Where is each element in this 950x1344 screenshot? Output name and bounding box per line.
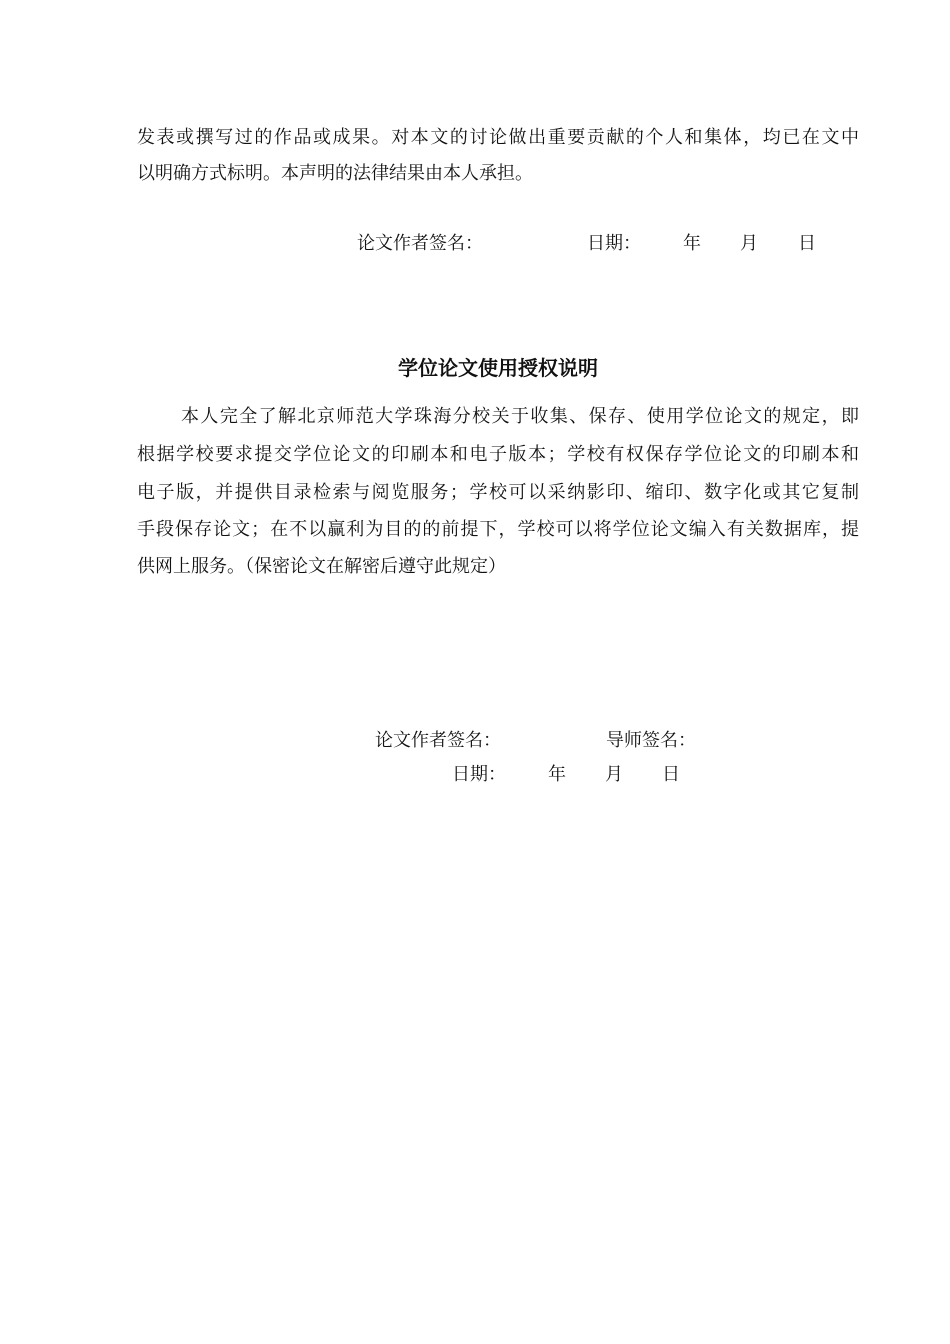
- authorization-line: 电子版，并提供目录检索与阅览服务；学校可以采纳影印、缩印、数字化或其它复制: [137, 482, 859, 503]
- date-label: 日期：: [452, 764, 506, 785]
- year-label: 年: [683, 233, 701, 254]
- date-label: 日期：: [587, 233, 641, 254]
- authorization-line: 手段保存论文；在不以赢利为目的的前提下，学校可以将学位论文编入有关数据库，提: [137, 519, 859, 540]
- declaration-signature-row: [0, 232, 950, 256]
- section-title: 学位论文使用授权说明: [398, 356, 598, 380]
- author-signature-label: 论文作者签名：: [375, 730, 501, 751]
- declaration-line: 发表或撰写过的作品或成果。对本文的讨论做出重要贡献的个人和集体，均已在文中: [137, 127, 859, 148]
- month-label: 月: [605, 764, 623, 785]
- day-label: 日: [798, 233, 816, 254]
- authorization-date-row: [0, 763, 950, 787]
- month-label: 月: [740, 233, 758, 254]
- authorization-line: 供网上服务。（保密论文在解密后遵守此规定）: [137, 556, 506, 577]
- authorization-line: 本人完全了解北京师范大学珠海分校关于收集、保存、使用学位论文的规定，即: [181, 406, 859, 427]
- author-signature-label: 论文作者签名：: [357, 233, 483, 254]
- authorization-line: 根据学校要求提交学位论文的印刷本和电子版本；学校有权保存学位论文的印刷本和: [137, 444, 859, 465]
- authorization-signature-row: [0, 729, 950, 753]
- day-label: 日: [662, 764, 680, 785]
- year-label: 年: [548, 764, 566, 785]
- advisor-signature-label: 导师签名：: [606, 730, 696, 751]
- declaration-line: 以明确方式标明。本声明的法律结果由本人承担。: [137, 163, 533, 184]
